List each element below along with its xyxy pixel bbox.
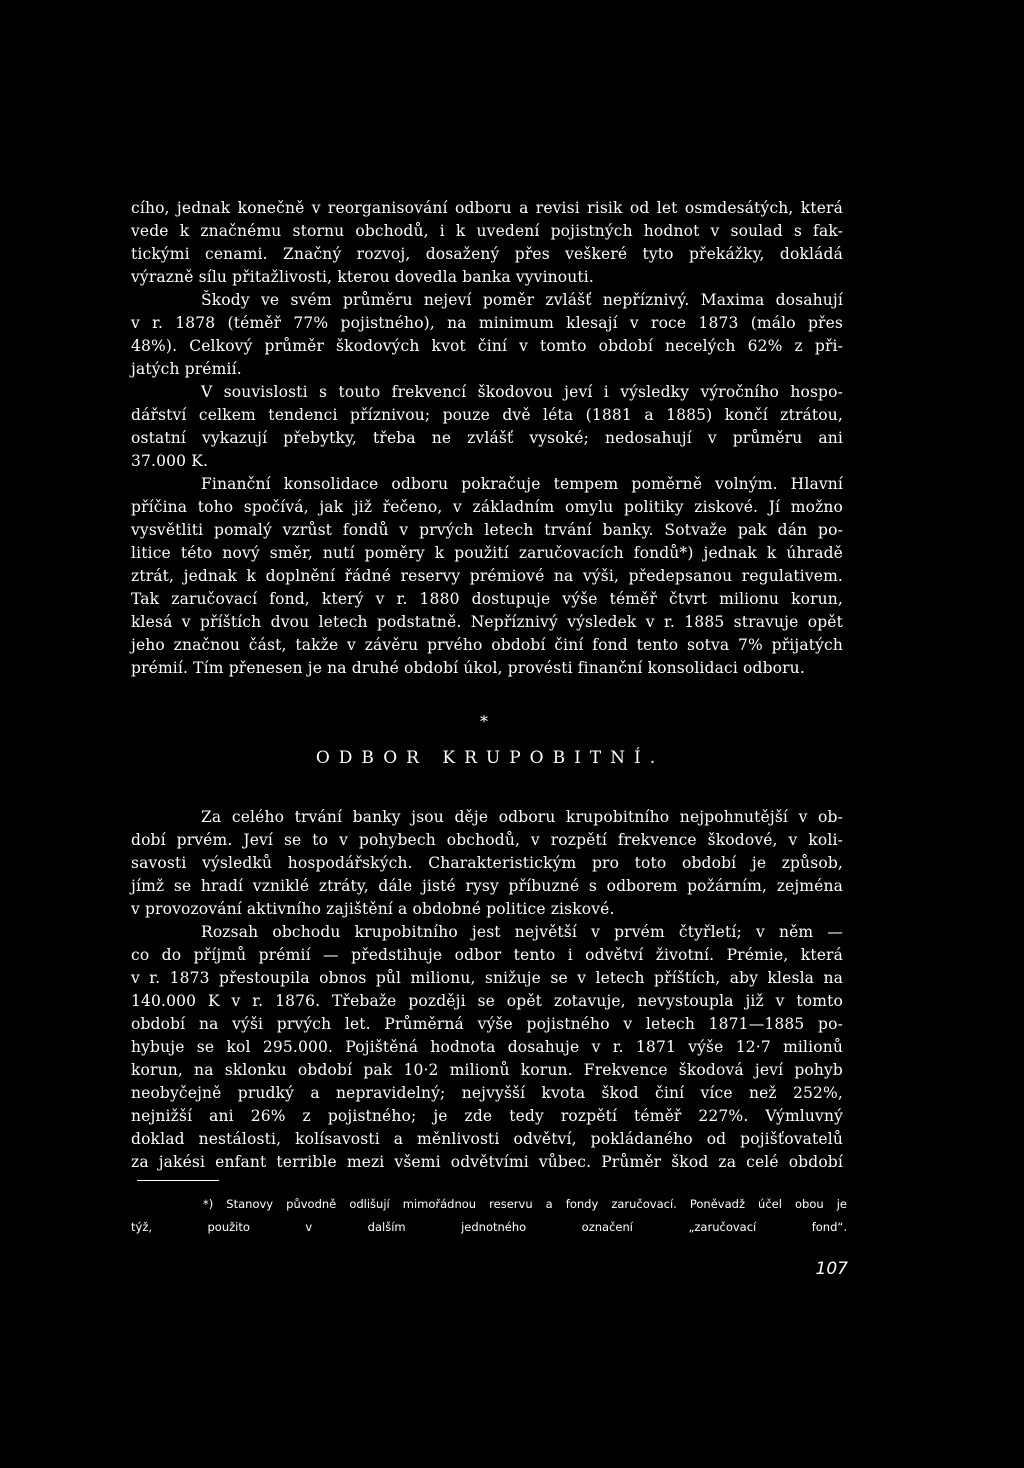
text-line: ztrát, jednak k doplnění řádné reservy prémiové na výši, předepsanou regulativem.: [131, 567, 843, 585]
text-line: vede k značnému stornu obchodů, i k uvedení pojistných hodnot v soulad s fak-: [131, 222, 843, 240]
text-line: vysvětliti pomalý vzrůst fondů v prvých letech trvání banky. Sotvaže pak dán po-: [131, 521, 843, 539]
text-line: neobyčejně prudký a nepravidelný; nejvyšší kvota škod činí více než 252%,: [131, 1084, 843, 1102]
section-heading: ODBOR KRUPOBITNÍ.: [315, 748, 665, 768]
text-line: Škody ve svém průměru nejeví poměr zvlášť nepříznivý. Maxima dosahují: [201, 291, 843, 309]
text-line: litice této nový směr, nutí poměry k použití zaručovacích fondů*) jednak k úhradě: [131, 544, 843, 562]
text-line: 48%). Celkový průměr škodových kvot činí v tomto období necelých 62% z při-: [131, 337, 843, 355]
paragraph-6: [131, 921, 843, 1174]
text-line: prémií. Tím přenesen je na druhé období úkol, provésti finanční konsolidaci odboru.: [131, 659, 805, 677]
text-line: v provozování aktivního zajištění a obdobné politice ziskové.: [131, 900, 615, 918]
text-line: v r. 1873 přestoupila obnos půl milionu, snižuje se v letech příštích, aby klesla na: [131, 969, 843, 987]
text-line: klesá v příštích dvou letech podstatně. Nepříznivý výsledek v r. 1885 stravuje opět: [131, 613, 843, 631]
text-line: ostatní vykazují přebytky, třeba ne zvlášť vysoké; nedosahují v průměru ani: [131, 429, 843, 447]
paragraph-5: [131, 806, 843, 921]
text-line: za jakési enfant terrible mezi všemi odvětvími vůbec. Průměr škod za celé období: [131, 1153, 843, 1171]
text-line: Finanční konsolidace odboru pokračuje tempem poměrně volným. Hlavní: [201, 475, 843, 493]
text-line: v r. 1878 (téměř 77% pojistného), na minimum klesají v roce 1873 (málo přes: [131, 314, 843, 332]
text-line: dářství celkem tendenci příznivou; pouze dvě léta (1881 a 1885) končí ztrátou,: [131, 406, 843, 424]
text-line: V souvislosti s touto frekvencí škodovou jeví i výsledky výročního hospo-: [201, 383, 843, 401]
footnote-line: týž, použito v dalším jednotného označení „zaručovací fond“.: [131, 1220, 847, 1234]
text-line: Tak zaručovací fond, který v r. 1880 dostupuje výše téměř čtvrt milionu korun,: [131, 590, 843, 608]
text-line: jatých prémií.: [131, 360, 242, 378]
text-line: hybuje se kol 295.000. Pojištěná hodnota dosahuje v r. 1871 výše 12·7 milionů: [131, 1038, 843, 1056]
text-line: doklad nestálosti, kolísavosti a měnlivosti odvětví, pokládaného od pojišťovatelů: [131, 1130, 843, 1148]
body-text-bottom: [131, 806, 843, 1174]
text-line: 37.000 K.: [131, 452, 209, 470]
text-line: nejnižší ani 26% z pojistného; je zde tedy rozpětí téměř 227%. Výmluvný: [131, 1107, 843, 1125]
paragraph-1: [131, 197, 843, 289]
body-text-top: [131, 197, 843, 680]
text-line: korun, na sklonku období pak 10·2 milionů korun. Frekvence škodová jeví pohyb: [131, 1061, 843, 1079]
text-line: jímž se hradí vzniklé ztráty, dále jisté rysy příbuzné s odborem požárním, zejména: [131, 877, 843, 895]
paragraph-4: [131, 473, 843, 680]
page-number: 107: [815, 1259, 848, 1279]
text-line: výrazně sílu přitažlivosti, kterou dovedla banka vyvinouti.: [131, 268, 594, 286]
text-line: jeho značnou část, takže v závěru prvého období činí fond tento sotva 7% přijatých: [131, 636, 843, 654]
text-line: 140.000 K v r. 1876. Třebaže později se opět zotavuje, nevystoupla již v tomto: [131, 992, 843, 1010]
text-line: příčina toho spočívá, jak již řečeno, v základním omylu politiky ziskové. Jí možno: [131, 498, 843, 516]
text-line: Rozsah obchodu krupobitního jest největší v prvém čtyřletí; v něm —: [201, 923, 843, 941]
text-line: cího, jednak konečně v reorganisování odboru a revisi risik od let osmdesátých, která: [131, 199, 843, 217]
footnote-divider: [137, 1180, 219, 1181]
text-line: savosti výsledků hospodářských. Charakteristickým pro toto období je způsob,: [131, 854, 843, 872]
text-line: období na výši prvých let. Průměrná výše pojistného v letech 1871—1885 po-: [131, 1015, 843, 1033]
footnote: [131, 1193, 847, 1239]
text-line: dobí prvém. Jeví se to v pohybech obchodů, v rozpětí frekvence škodové, v koli-: [131, 831, 843, 849]
text-line: tickými cenami. Značný rozvoj, dosažený přes veškeré tyto překážky, dokládá: [131, 245, 843, 263]
section-separator: *: [480, 712, 488, 731]
text-line: co do příjmů prémií — předstihuje odbor tento i odvětví životní. Prémie, která: [131, 946, 843, 964]
text-line: Za celého trvání banky jsou děje odboru krupobitního nejpohnutější v ob-: [201, 808, 843, 826]
paragraph-2: [131, 289, 843, 381]
paragraph-3: [131, 381, 843, 473]
footnote-line: *) Stanovy původně odlišují mimořádnou reservu a fondy zaručovací. Poněvadž účel obou je: [203, 1197, 847, 1211]
